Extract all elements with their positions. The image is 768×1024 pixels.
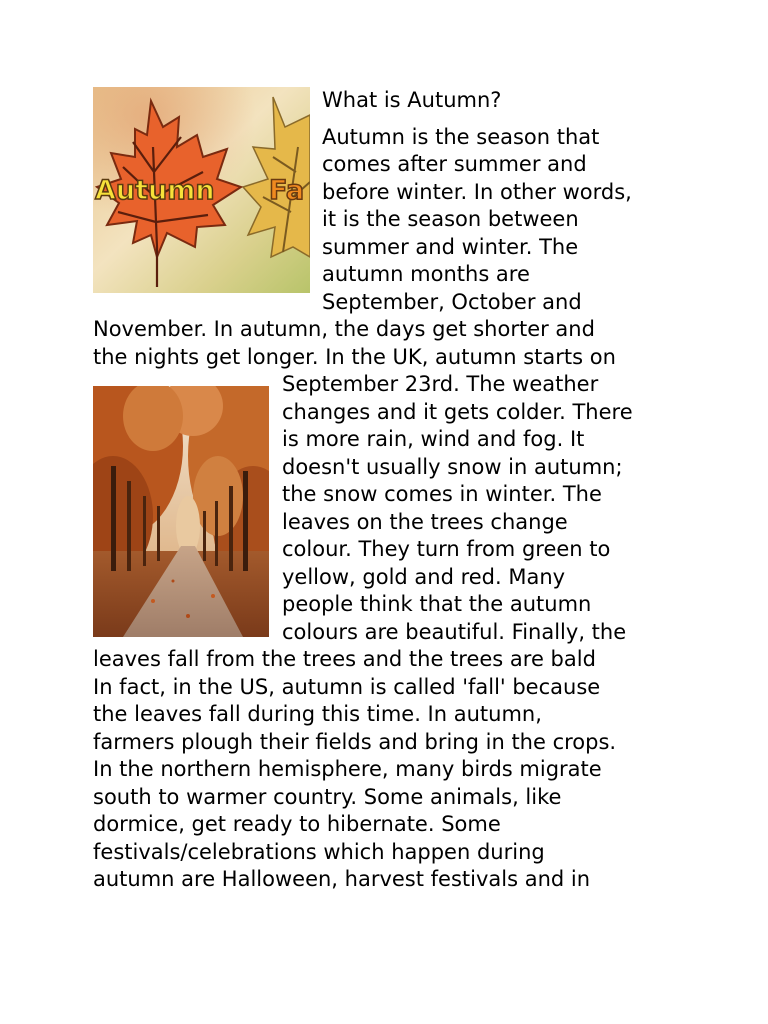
text-line: leaves fall from the trees and the trees are bald [93,647,596,671]
text-line: comes after summer and [322,152,587,176]
text-line: changes and it gets colder. There [282,400,633,424]
autumn-word: Autumn [95,175,215,206]
text-line: November. In autumn, the days get shorter and [93,317,595,341]
text-line: colours are beautiful. Finally, the [282,620,627,644]
autumn-forest-path-image [93,386,269,637]
text-line: yellow, gold and red. Many [282,565,566,589]
text-line: autumn are Halloween, harvest festivals and in [93,867,591,891]
text-line: the snow comes in winter. The [282,482,602,506]
text-line: summer and winter. The [322,235,579,259]
fall-word-partial: Fa [269,175,305,206]
autumn-leaves-image [93,87,310,293]
text-line: colour. They turn from green to [282,537,611,561]
text-line: the leaves fall during this time. In autumn, [93,702,542,726]
text-line: people think that the autumn [282,592,592,616]
text-line: dormice, get ready to hibernate. Some [93,812,501,836]
text-line: festivals/celebrations which happen during [93,840,545,864]
text-line: leaves on the trees change [282,510,568,534]
text-line: is more rain, wind and fog. It [282,427,585,451]
text-line: it is the season between [322,207,579,231]
text-line: Autumn is the season that [322,125,600,149]
text-line: September 23rd. The weather [282,372,599,396]
text-line: September, October and [322,290,582,314]
text-line: south to warmer country. Some animals, like [93,785,562,809]
heading: What is Autumn? [322,88,502,112]
text-line: doesn't usually snow in autumn; [282,455,623,479]
text-line: the nights get longer. In the UK, autumn starts on [93,345,616,369]
text-line: autumn months are [322,262,530,286]
text-line: farmers plough their fields and bring in the crops. [93,730,617,754]
text-line: before winter. In other words, [322,180,632,204]
text-line: In fact, in the US, autumn is called 'fall' because [93,675,601,699]
text-line: In the northern hemisphere, many birds migrate [93,757,602,781]
